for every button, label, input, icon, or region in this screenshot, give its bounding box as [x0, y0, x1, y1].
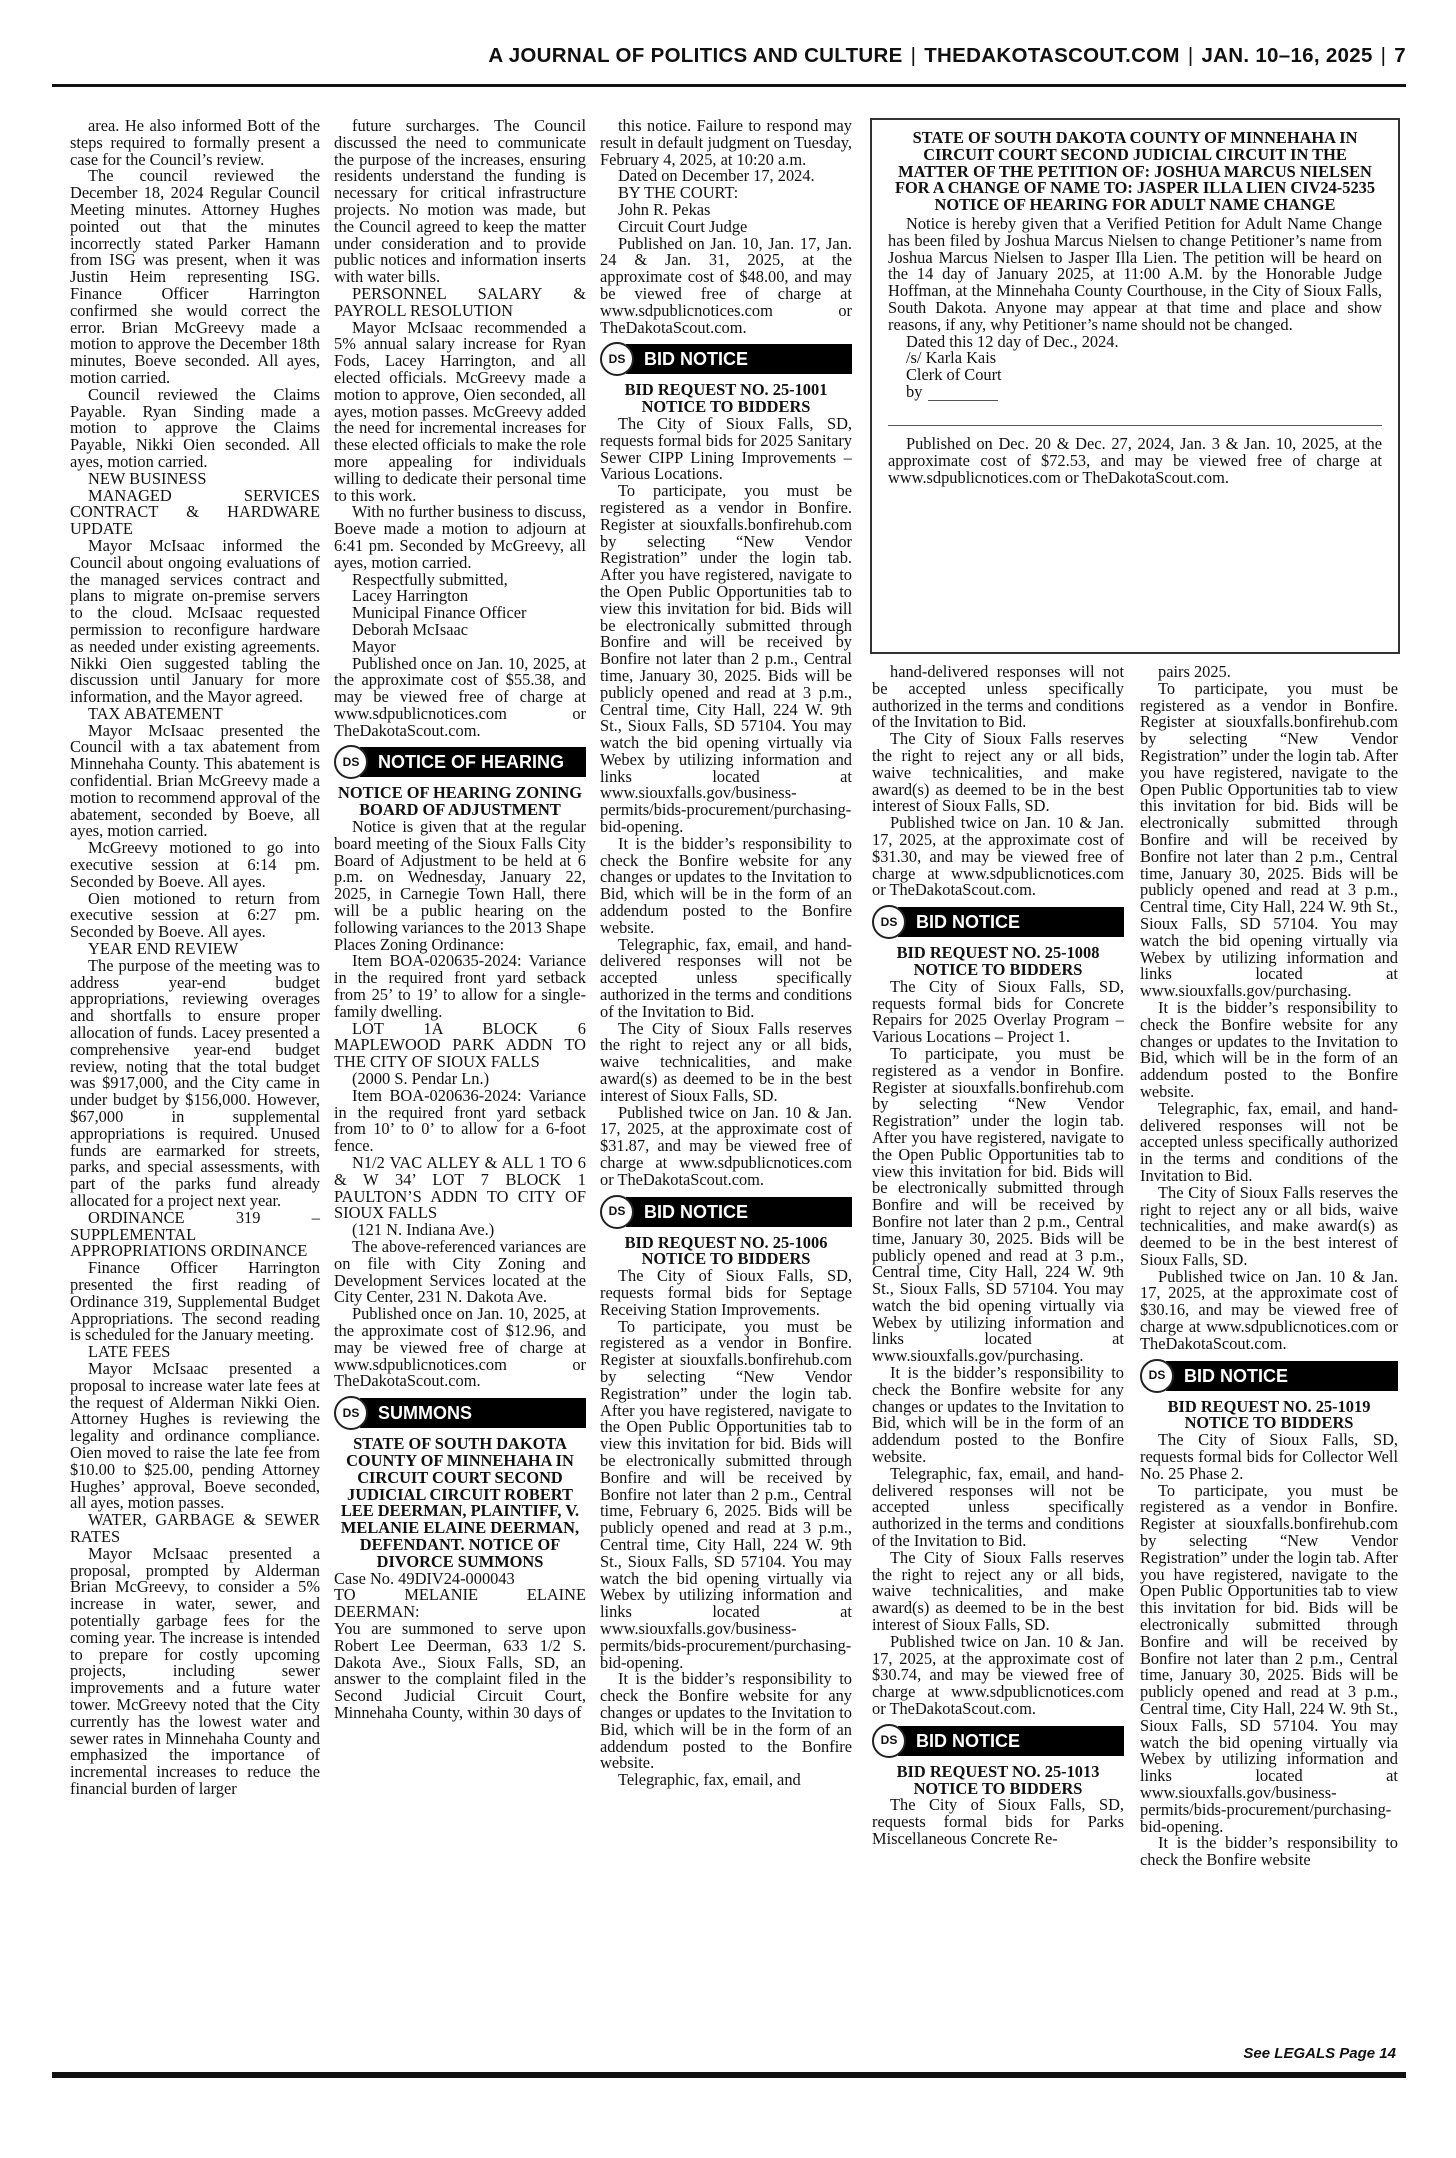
summons-header — [334, 1396, 586, 1430]
paragraph: N1/2 VAC ALLEY & ALL 1 TO 6 & W 34’ LOT 7 BLOCK 1 PAULTON’S ADDN TO CITY OF SIOUX FALLS — [334, 1153, 586, 1223]
continued-reference[interactable]: See LEGALS Page 14 — [1243, 2045, 1396, 2062]
paragraph: Notice is given that at the regular board meeting of the Sioux Falls City Board of Adjustment to be held at 6 p.m. on Wednesday, January 22, 2025, in Carnegie Town Hall, there will be a public hearing on the following variances to the 2013 Shape Places Zoning Ordinance: — [334, 817, 586, 954]
bid-1006-body — [600, 1268, 852, 1789]
bid-1001-body — [600, 413, 852, 1189]
paragraph: To participate, you must be registered as a vendor in Bonfire. Register at siouxfalls.bonfirehub.com by selecting “New Vendor Registration” under the login tab. After you have registered, navigate to the Open Public Opportunities tab to view this invitation for bid. Bids will be electronically submitted through Bonfire and will be received by Bonfire not later than 2 p.m., Central time, January 30, 2025. Bids will be publicly opened and read at 3 p.m., Central time, City Hall, 224 W. 9th St., Sioux Falls, SD 57104. You may watch the bid opening virtually via Webex by utilizing information and links located at www.siouxfalls.gov/business-permits/bids-procurement/purchasing-bid-opening. — [600, 481, 852, 837]
paragraph: Respectfully submitted, — [352, 569, 508, 589]
publication-note: Published on Dec. 20 & Dec. 27, 2024, Jan. 3 & Jan. 10, 2025, at the approximate cost of $72.53, and may be viewed free of charge at www.sdpublicnotices.com or TheDakotaScout.com. — [888, 433, 1382, 487]
paragraph: You are summoned to serve upon Robert Lee Deerman, 633 1/2 S. Dakota Ave., Sioux Falls, SD, an answer to the complaint filed in the Second Judicial Circuit Court, Minnehaha County, within 30 days of — [334, 1618, 586, 1722]
paragraph: The above-referenced variances are on file with City Zoning and Development Services located at the City Center, 231 N. Dakota Ave. — [334, 1237, 586, 1307]
paragraph: To participate, you must be registered as a vendor in Bonfire. Register at siouxfalls.bonfirehub.com by selecting “New Vendor Registration” under the login tab. After you have registered, navigate to the Open Public Opportunities tab to view this invitation for bid. Bids will be electronically submitted through Bonfire and will be received by Bonfire not later than 2 p.m., Central time, February 6, 2025. Bids will be publicly opened and read at 3 p.m., Central time, City Hall, 224 W. 9th St., Sioux Falls, SD 57104. You may watch the bid opening virtually via Webex by utilizing information and links located at www.siouxfalls.gov/business-permits/bids-procurement/purchasing-bid-opening. — [600, 1316, 852, 1672]
paragraph: Mayor McIsaac informed the Council about ongoing evaluations of the managed services contract and plans to migrate on-premise servers to the cloud. McIsaac requested permission to reconfigure hardware as needed under existing agreements. Nikki Oien suggested tabling the discussion until January for more information, and the Mayor agreed. — [70, 535, 320, 707]
paragraph: Telegraphic, fax, email, and hand-delivered responses will not be accepted unless specifically authorized in the terms and conditions of the Invitation to Bid. — [600, 934, 852, 1021]
paragraph: Published on Jan. 10, Jan. 17, Jan. 24 & Jan. 31, 2025, at the approximate cost of $48.00, and may be viewed free of charge at www.sdpublicnotices.com or TheDakotaScout.com. — [600, 233, 852, 337]
handwritten-signature-icon — [928, 384, 998, 401]
paragraph: The City of Sioux Falls, SD, requests formal bids for 2025 Sanitary Sewer CIPP Lining Improvements – Various Locations. — [600, 413, 852, 484]
separator: | — [1380, 44, 1387, 67]
bid-header — [872, 1724, 1124, 1758]
paragraph: Telegraphic, fax, email, and hand-delivered responses will not be accepted unless specifically authorized in the terms and conditions of the Invitation to Bid. — [1140, 1098, 1398, 1185]
paragraph: ORDINANCE 319 – SUPPLEMENTAL APPROPRIATIONS ORDINANCE — [70, 1207, 320, 1261]
paragraph: The City of Sioux Falls, SD, requests formal bids for Septage Receiving Station Improvements. — [600, 1266, 852, 1319]
paragraph: Case No. 49DIV24-000043 — [334, 1568, 515, 1588]
paragraph: Circuit Court Judge — [618, 216, 748, 236]
notice-title: NOTICE OF HEARING ZONING BOARD OF ADJUSTMENT — [338, 783, 582, 820]
paragraph: Mayor McIsaac presented a proposal to increase water late fees at the request of Alderman Nikki Oien. Attorney Hughes is reviewing the legality and ordinance compliance. Oien moved to raise the late fee from $10.00 to $25.00, pending Attorney Hughes’ approval, Boeve seconded, all ayes, motion passes. — [70, 1358, 320, 1513]
separator: | — [1187, 44, 1194, 67]
paragraph: YEAR END REVIEW — [88, 939, 239, 959]
paragraph: LATE FEES — [88, 1342, 171, 1362]
paragraph: MANAGED SERVICES CONTRACT & HARDWARE UPDATE — [70, 485, 320, 539]
name-change-notice — [870, 118, 1400, 654]
paragraph: It is the bidder’s responsibility to check the Bonfire website for any changes or updates to the Invitation to Bid, which will be in the form of an addendum posted to the Bonfire website. — [872, 1363, 1124, 1467]
notice-title: BID REQUEST NO. 25-1001 NOTICE TO BIDDERS — [624, 380, 828, 417]
paragraph: (121 N. Indiana Ave.) — [352, 1220, 495, 1240]
paragraph: The City of Sioux Falls, SD, requests formal bids for Collector Well No. 25 Phase 2. — [1140, 1430, 1398, 1483]
paragraph: hand-delivered responses will not be accepted unless specifically authorized in the terms and conditions of the Invitation to Bid. — [872, 662, 1124, 732]
paragraph: It is the bidder’s responsibility to check the Bonfire website for any changes or updates to the Invitation to Bid, which will be in the form of an addendum posted to the Bonfire website. — [1140, 997, 1398, 1101]
notice-title: BID REQUEST NO. 25-1008 NOTICE TO BIDDERS — [896, 943, 1100, 979]
paragraph: TAX ABATEMENT — [88, 703, 223, 723]
site-url[interactable]: THEDAKOTASCOUT.COM — [924, 44, 1180, 67]
paragraph: With no further business to discuss, Boeve made a motion to adjourn at 6:41 pm. Seconded by McGreevy, all ayes, motion carried. — [334, 502, 586, 572]
paragraph: Published twice on Jan. 10 & Jan. 17, 2025, at the approximate cost of $30.16, and may be viewed free of charge at www.sdpublicnotices.com or TheDakotaScout.com. — [1140, 1266, 1398, 1353]
journal-tagline: A JOURNAL OF POLITICS AND CULTURE — [488, 44, 903, 67]
paragraph: Mayor — [352, 636, 396, 656]
section-label: BID NOTICE — [898, 1726, 1124, 1756]
paragraph: It is the bidder’s responsibility to check the Bonfire website — [1140, 1833, 1398, 1870]
paragraph: To participate, you must be registered as a vendor in Bonfire. Register at siouxfalls.bonfirehub.com by selecting “New Vendor Registration” under the login tab. After you have registered, navigate to the Open Public Opportunities tab to view this invitation for bid. Bids will be electronically submitted through Bonfire and will be received by Bonfire not later than 2 p.m., Central time, January 30, 2025. Bids will be publicly opened and read at 3 p.m., Central time, City Hall, 224 W. 9th St., Sioux Falls, SD 57104. You may watch the bid opening virtually via Webex by utilizing information and links located at www.siouxfalls.gov/purchasing. — [872, 1043, 1124, 1366]
scout-logo-icon: DS — [334, 1396, 368, 1430]
paragraph: The City of Sioux Falls, SD, requests formal bids for Concrete Repairs for 2025 Overlay Program – Various Locations – Project 1. — [872, 976, 1124, 1047]
paragraph: The City of Sioux Falls, SD, requests formal bids for Parks Miscellaneous Concrete Re- — [872, 1795, 1124, 1848]
column-4 — [872, 664, 1124, 1848]
paragraph: Published twice on Jan. 10 & Jan. 17, 2025, at the approximate cost of $31.87, and may be viewed free of charge at www.sdpublicnotices.com or TheDakotaScout.com. — [600, 1102, 852, 1189]
paragraph: McGreevy motioned to go into executive session at 6:14 pm. Seconded by Boeve. All ayes. — [70, 838, 320, 891]
paragraph: Lacey Harrington — [352, 586, 469, 606]
paragraph: Item BOA-020636-2024: Variance in the required front yard setback from 10’ to 0’ to allow for a 6-foot fence. — [334, 1085, 586, 1156]
bid-1008-body — [872, 976, 1124, 1719]
scout-logo-icon: DS — [600, 342, 634, 376]
paragraph: Published twice on Jan. 10 & Jan. 17, 2025, at the approximate cost of $31.30, and may be viewed free of charge at www.sdpublicnotices.com or TheDakotaScout.com. — [872, 813, 1124, 900]
scout-logo-icon: DS — [872, 905, 906, 939]
section-label: BID NOTICE — [626, 1197, 852, 1227]
notice-title: BID REQUEST NO. 25-1006 NOTICE TO BIDDERS — [624, 1232, 828, 1269]
divider — [888, 425, 1382, 426]
column-5 — [1140, 664, 1398, 1869]
clerk-line: Clerk of Court — [906, 365, 1002, 385]
paragraph: Mayor McIsaac presented the Council with a tax abatement from Minnehaha County. This abatement is confidential. Brian McGreevy made a motion to recommend approval of the abatement, seconded by Boeve, all ayes, motion carried. — [70, 720, 320, 841]
masthead — [52, 44, 1406, 80]
notice-title: BID REQUEST NO. 25-1013 NOTICE TO BIDDERS — [896, 1761, 1100, 1798]
paragraph: To participate, you must be registered as a vendor in Bonfire. Register at siouxfalls.bonfirehub.com by selecting “New Vendor Registration” under the login tab. After you have registered, navigate to the Open Public Opportunities tab to view this invitation for bid. Bids will be electronically submitted through Bonfire and will be received by Bonfire not later than 2 p.m., Central time, January 30, 2025. Bids will be publicly opened and read at 3 p.m., Central time, City Hall, 224 W. 9th St., Sioux Falls, SD 57104. You may watch the bid opening virtually via Webex by utilizing information and links located at www.siouxfalls.gov/business-permits/bids-procurement/purchasing-bid-opening. — [1140, 1480, 1398, 1836]
notice-body: Notice is hereby given that a Verified Petition for Adult Name Change has been filed by Joshua Marcus Nielsen to change Petitioner’s name from Joshua Marcus Nielsen to Jasper Illa Lien. The petition will be heard on the 14 day of January 2025, at 11:00 A.M. by the Honorable Judge Hoffman, at the Minnehaha County Courthouse, in the City of Sioux Falls, South Dakota. Anyone may appear at that time and place and show reasons, if any, why Petitioner’s name should not be changed. — [888, 213, 1382, 334]
paragraph: John R. Pekas — [618, 199, 711, 219]
paragraph: The City of Sioux Falls reserves the right to reject any or all bids, waive technicalities, and make award(s) as deemed to be in the best interest of Sioux Falls, SD. — [1140, 1182, 1398, 1269]
paragraph: pairs 2025. — [1158, 662, 1231, 681]
bid-header — [872, 905, 1124, 939]
paragraph: Telegraphic, fax, email, and — [618, 1770, 801, 1790]
paragraph: future surcharges. The Council discussed the need to communicate the purpose of the increases, ensuring residents understand the funding is necessary for critical infrastructure projects. No motion was made, but the Council agreed to keep the matter under consideration and to provide public notices and information inserts with water bills. — [334, 116, 586, 287]
council-minutes-continued — [334, 118, 586, 739]
paragraph: The purpose of the meeting was to address year-end budget appropriations, reviewing overages and shortfalls to ensure proper allocation of funds. Lacey presented a comprehensive year-end budget review, noting that the total budget was $917,000, and the City came in under budget by $156,000. However, $67,000 in supplemental appropriations is required. Unused funds are earmarked for streets, parks, and special assessments, with part of the parks fund already allocated for a project next year. — [70, 955, 320, 1210]
bid-1013-body — [872, 1797, 1124, 1847]
notice-header — [334, 745, 586, 779]
dated-line: Dated this 12 day of Dec., 2024. — [906, 331, 1119, 351]
paragraph: Mayor McIsaac presented a proposal, prompted by Alderman Brian McGreevy, to consider a 5% increase in water, sewer, and potentially garbage fees for the coming year. The increase is intended to prepare for costly upcoming projects, including sewer improvements and a future water tower. McGreevy noted that the City currently has the lowest water and sewer rates in Minnehaha County and emphasized the importance of incremental increases to reduce the financial burden of larger — [70, 1543, 320, 1798]
section-label: SUMMONS — [360, 1398, 586, 1428]
section-label: BID NOTICE — [898, 907, 1124, 937]
signature-line: /s/ Karla Kais — [906, 348, 997, 368]
column-1 — [70, 118, 320, 1798]
by-label: by — [906, 382, 923, 402]
paragraph: TO MELANIE ELAINE DEERMAN: — [334, 1585, 586, 1622]
paragraph: Item BOA-020635-2024: Variance in the required front yard setback from 25’ to 19’ to allow for a single-family dwelling. — [334, 951, 586, 1021]
paragraph: Mayor McIsaac recommended a 5% annual salary increase for Ryan Fods, Lacey Harrington, and all elected officials. McGreevy made a motion to approve, Oien seconded, all ayes, motion passes. McGreevy added the need for incremental increases for these elected officials to make the role more appealing for individuals willing to dedicate their personal time to this work. — [334, 317, 586, 505]
section-label: NOTICE OF HEARING — [360, 747, 586, 777]
paragraph: Telegraphic, fax, email, and hand-delivered responses will not be accepted unless specifically authorized in the terms and conditions of the Invitation to Bid. — [872, 1463, 1124, 1551]
page-number: 7 — [1394, 44, 1406, 67]
paragraph: The City of Sioux Falls reserves the right to reject any or all bids, waive technicalities, and make award(s) as deemed to be in the best interest of Sioux Falls, SD. — [872, 1547, 1124, 1635]
notice-title: STATE OF SOUTH DAKOTA COUNTY OF MINNEHAHA IN CIRCUIT COURT SECOND JUDICIAL CIRCUIT IN THE MATTER OF THE PETITION OF: JOSHUA MARCUS NIELSEN FOR A CHANGE OF NAME TO: JASPER ILLA LIEN CIV24-5235 NOTICE OF HEARING FOR ADULT NAME CHANGE — [894, 128, 1376, 215]
section-label: BID NOTICE — [1166, 1361, 1398, 1391]
hearing-notice-body — [334, 819, 586, 1390]
summons-body — [334, 1568, 586, 1722]
paragraph: BY THE COURT: — [618, 183, 739, 203]
paragraph: Deborah McIsaac — [352, 619, 469, 639]
paragraph: Published twice on Jan. 10 & Jan. 17, 2025, at the approximate cost of $30.74, and may be viewed free of charge at www.sdpublicnotices.com or TheDakotaScout.com. — [872, 1631, 1124, 1719]
paragraph: To participate, you must be registered as a vendor in Bonfire. Register at siouxfalls.bonfirehub.com by selecting “New Vendor Registration” under the login tab. After you have registered, navigate to the Open Public Opportunities tab to view this invitation for bid. Bids will be electronically submitted through Bonfire and will be received by Bonfire not later than 2 p.m., Central time, January 30, 2025. Bids will be publicly opened and read at 3 p.m., Central time, City Hall, 224 W. 9th St., Sioux Falls, SD 57104. You may watch the bid opening virtually via Webex by utilizing information and links located at www.siouxfalls.gov/purchasing. — [1140, 678, 1398, 1001]
scout-logo-icon: DS — [600, 1195, 634, 1229]
paragraph: The City of Sioux Falls reserves the right to reject any or all bids, waive technicalities, and make award(s) as deemed to be in the best interest of Sioux Falls, SD. — [872, 729, 1124, 816]
bid-1013-continued — [1140, 664, 1398, 1353]
paragraph: Dated on December 17, 2024. — [618, 166, 815, 186]
column-3 — [600, 118, 852, 1789]
paragraph: The City of Sioux Falls reserves the right to reject any or all bids, waive technicalities, and make award(s) as deemed to be in the best interest of Sioux Falls, SD. — [600, 1018, 852, 1105]
paragraph: Municipal Finance Officer — [352, 603, 527, 623]
paragraph: WATER, GARBAGE & SEWER RATES — [70, 1510, 320, 1546]
paragraph: LOT 1A BLOCK 6 MAPLEWOOD PARK ADDN TO THE CITY OF SIOUX FALLS — [334, 1018, 586, 1072]
scout-logo-icon: DS — [872, 1724, 906, 1758]
notice-title: STATE OF SOUTH DAKOTA COUNTY OF MINNEHAHA IN CIRCUIT COURT SECOND JUDICIAL CIRCUIT ROBERT LEE DEERMAN, PLAINTIFF, V. MELANIE ELAINE DEERMAN, DEFENDANT. NOTICE OF DIVORCE SUMMONS — [340, 1434, 580, 1571]
issue-date: JAN. 10–16, 2025 — [1201, 44, 1373, 67]
masthead-rule — [52, 84, 1406, 87]
paragraph: It is the bidder’s responsibility to check the Bonfire website for any changes or updates to the Invitation to Bid, which will be in the form of an addendum posted to the Bonfire website. — [600, 833, 852, 937]
footer-rule — [52, 2072, 1406, 2078]
summons-continued — [600, 118, 852, 336]
bid-1019-body — [1140, 1432, 1398, 1869]
bid-1006-continued — [872, 664, 1124, 899]
paragraph: Finance Officer Harrington presented the first reading of Ordinance 319, Supplemental Budget Appropriations. The second reading is scheduled for the January meeting. — [70, 1258, 320, 1345]
section-label: BID NOTICE — [626, 344, 852, 374]
paragraph: NEW BUSINESS — [88, 468, 207, 488]
paragraph: Oien motioned to return from executive session at 6:27 pm. Seconded by Boeve. All ayes. — [70, 888, 320, 942]
column-2 — [334, 118, 586, 1722]
paragraph: Council reviewed the Claims Payable. Ryan Sinding made a motion to approve the Claims Payable, Nikki Oien seconded. All ayes, motion carried. — [70, 384, 320, 471]
paragraph: It is the bidder’s responsibility to check the Bonfire website for any changes or updates to the Invitation to Bid, which will be in the form of an addendum posted to the Bonfire website. — [600, 1669, 852, 1773]
bid-header — [600, 342, 852, 376]
paragraph: Published once on Jan. 10, 2025, at the approximate cost of $12.96, and may be viewed free of charge at www.sdpublicnotices.com or TheDakotaScout.com. — [334, 1304, 586, 1391]
paragraph: Published once on Jan. 10, 2025, at the approximate cost of $55.38, and may be viewed free of charge at www.sdpublicnotices.com or TheDakotaScout.com. — [334, 653, 586, 740]
scout-logo-icon: DS — [1140, 1359, 1174, 1393]
paragraph: PERSONNEL SALARY & PAYROLL RESOLUTION — [334, 283, 586, 320]
bid-header — [600, 1195, 852, 1229]
paragraph: area. He also informed Bott of the steps required to formally present a case for the Council’s review. — [70, 116, 320, 169]
separator: | — [910, 44, 917, 67]
paragraph: this notice. Failure to respond may result in default judgment on Tuesday, February 4, 2025, at 10:20 a.m. — [600, 116, 852, 169]
bid-header — [1140, 1359, 1398, 1393]
paragraph: The council reviewed the December 18, 2024 Regular Council Meeting minutes. Attorney Hughes pointed out that the minutes incorrectly stated Parker Hamann from ISG was present, when it was Justin Heim representing ISG. Finance Officer Harrington confirmed she would correct the error. Brian McGreevy made a motion to approve the December 18th minutes, Boeve seconded. All ayes, motion carried. — [70, 166, 320, 387]
paragraph: (2000 S. Pendar Ln.) — [352, 1069, 490, 1089]
scout-logo-icon: DS — [334, 745, 368, 779]
notice-title: BID REQUEST NO. 25-1019 NOTICE TO BIDDERS — [1167, 1396, 1371, 1433]
